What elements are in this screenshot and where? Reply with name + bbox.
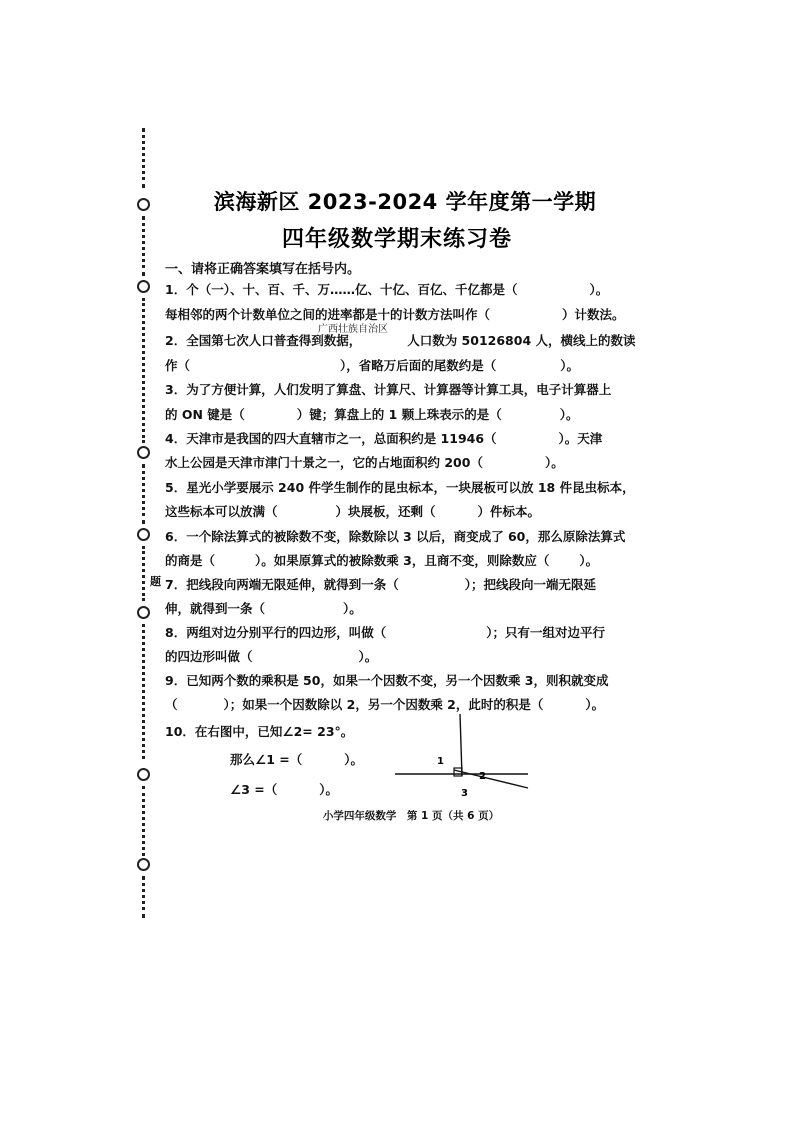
binding-hole <box>137 528 150 541</box>
question-8-line-1 <box>165 623 605 641</box>
binding-dots <box>142 128 148 188</box>
question-text: ）。如果原算式的被除数乘 3，且商不变，则除数应（ <box>255 553 550 568</box>
vertical-line <box>460 714 462 776</box>
question-2-line-2 <box>165 356 579 374</box>
question-6-line-2 <box>165 551 598 569</box>
question-text: ）。 <box>559 407 579 422</box>
question-2-line-1 <box>165 331 636 349</box>
question-text: ）。 <box>560 358 580 373</box>
question-4-line-2 <box>165 453 564 471</box>
question-text: 7．把线段向两端无限延伸，就得到一条（ <box>165 577 399 592</box>
question-8-line-2 <box>165 647 377 665</box>
question-10-line-1: 10．在右图中，已知∠2= 23°。 <box>165 724 354 739</box>
question-3-line-1: 3．为了方便计算，人们发明了算盘、计算尺、计算器等计算工具，电子计算器上 <box>165 382 612 397</box>
angle-label-2: 2 <box>479 771 486 782</box>
binding-dots <box>142 876 148 918</box>
question-6-line-1: 6．一个除法算式的被除数不变，除数除以 3 以后，商变成了 60，那么原除法算式 <box>165 529 626 544</box>
question-text: ）块展板，还剩（ <box>335 504 436 519</box>
question-text: 水上公园是天津市津门十景之一，它的占地面积约 200（ <box>165 455 483 470</box>
question-text: ）。 <box>585 697 605 712</box>
binding-hole <box>137 446 150 459</box>
question-text: ）。 <box>343 601 362 616</box>
question-text: 这些标本可以放满（ <box>165 504 278 519</box>
question-9-line-1: 9．已知两个数的乘积是 50，如果一个因数不变，另一个因数乘 3，则积就变成 <box>165 673 609 688</box>
question-1-line-1 <box>165 280 608 298</box>
watermark-stamp: 广西壮族自治区 <box>318 324 388 335</box>
question-text: ）。 <box>579 553 599 568</box>
question-text: ）键；算盘上的 1 颗上珠表示的是（ <box>296 407 502 422</box>
question-text: 伸，就得到一条（ <box>165 601 266 616</box>
question-5-line-1: 5．星光小学要展示 240 件学生制作的昆虫标本，一块展板可以放 18 件昆虫标本， <box>165 480 635 495</box>
slanted-line <box>454 770 528 788</box>
question-10-line-3 <box>230 780 338 798</box>
question-7-line-2 <box>165 599 362 617</box>
exam-title: 滨海新区 2023-2024 学年度第一学期 <box>213 190 597 214</box>
question-text: 的商是（ <box>165 553 216 568</box>
question-text: ）。 <box>358 649 378 664</box>
question-text: 作（ <box>165 358 191 373</box>
question-text: 4．天津市是我国的四大直辖市之一，总面积约是 11946（ <box>165 431 497 446</box>
page-footer: 小学四年级数学 第 1 页（共 6 页） <box>322 810 500 822</box>
question-text: ）件标本。 <box>477 504 541 519</box>
question-text: 每相邻的两个计数单位之间的进率都是十的计数方法叫作（ <box>165 307 491 322</box>
angle-figure <box>390 712 530 802</box>
question-text: ）；只有一组对边平行 <box>486 625 605 640</box>
question-text: ）；如果一个因数除以 2，另一个因数乘 2，此时的积是（ <box>223 697 544 712</box>
question-text: 那么∠1 =（ <box>230 752 303 767</box>
question-text: 8．两组对边分别平行的四边形，叫做（ <box>165 625 387 640</box>
question-9-line-2 <box>165 695 604 713</box>
exam-subtitle: 四年级数学期末练习卷 <box>281 227 512 252</box>
question-text: ）。 <box>344 752 363 767</box>
margin-mark: 题 <box>150 575 161 588</box>
section-heading: 一、请将正确答案填写在括号内。 <box>165 262 361 277</box>
binding-hole <box>137 768 150 781</box>
question-7-line-1 <box>165 575 596 593</box>
question-text: 的四边形叫做（ <box>165 649 253 664</box>
question-3-line-2 <box>165 405 578 423</box>
question-text: ∠3 =（ <box>230 782 278 797</box>
question-text: ），省略万后面的尾数约是（ <box>340 358 497 373</box>
binding-dots <box>142 464 148 524</box>
question-1-line-2 <box>165 305 625 323</box>
binding-dots <box>142 624 148 759</box>
binding-hole <box>137 280 150 293</box>
question-text: 人口数为 50126804 人，横线上的数读 <box>407 333 636 348</box>
question-text: ）。天津 <box>558 431 603 446</box>
angle-label-3: 3 <box>461 788 468 799</box>
binding-hole <box>137 606 150 619</box>
question-text: ）。 <box>589 282 609 297</box>
binding-dots <box>142 298 148 443</box>
question-4-line-1 <box>165 429 602 447</box>
binding-dots <box>142 546 148 601</box>
question-text: ）；把线段向一端无限延 <box>464 577 596 592</box>
question-5-line-2 <box>165 502 540 520</box>
question-text: 的 ON 键是（ <box>165 407 245 422</box>
question-text: 2．全国第七次人口普查得到数据， <box>165 333 362 348</box>
question-text: （ <box>165 697 178 712</box>
question-text: 1．个（一）、十、百、千、万……亿、十亿、百亿、千亿都是（ <box>165 282 518 297</box>
question-text: ）计数法。 <box>562 307 625 322</box>
question-text: ）。 <box>319 782 338 797</box>
angle-label-1: 1 <box>437 756 444 767</box>
question-text: ）。 <box>544 455 564 470</box>
binding-hole <box>137 858 150 871</box>
question-10-line-2 <box>230 750 363 768</box>
